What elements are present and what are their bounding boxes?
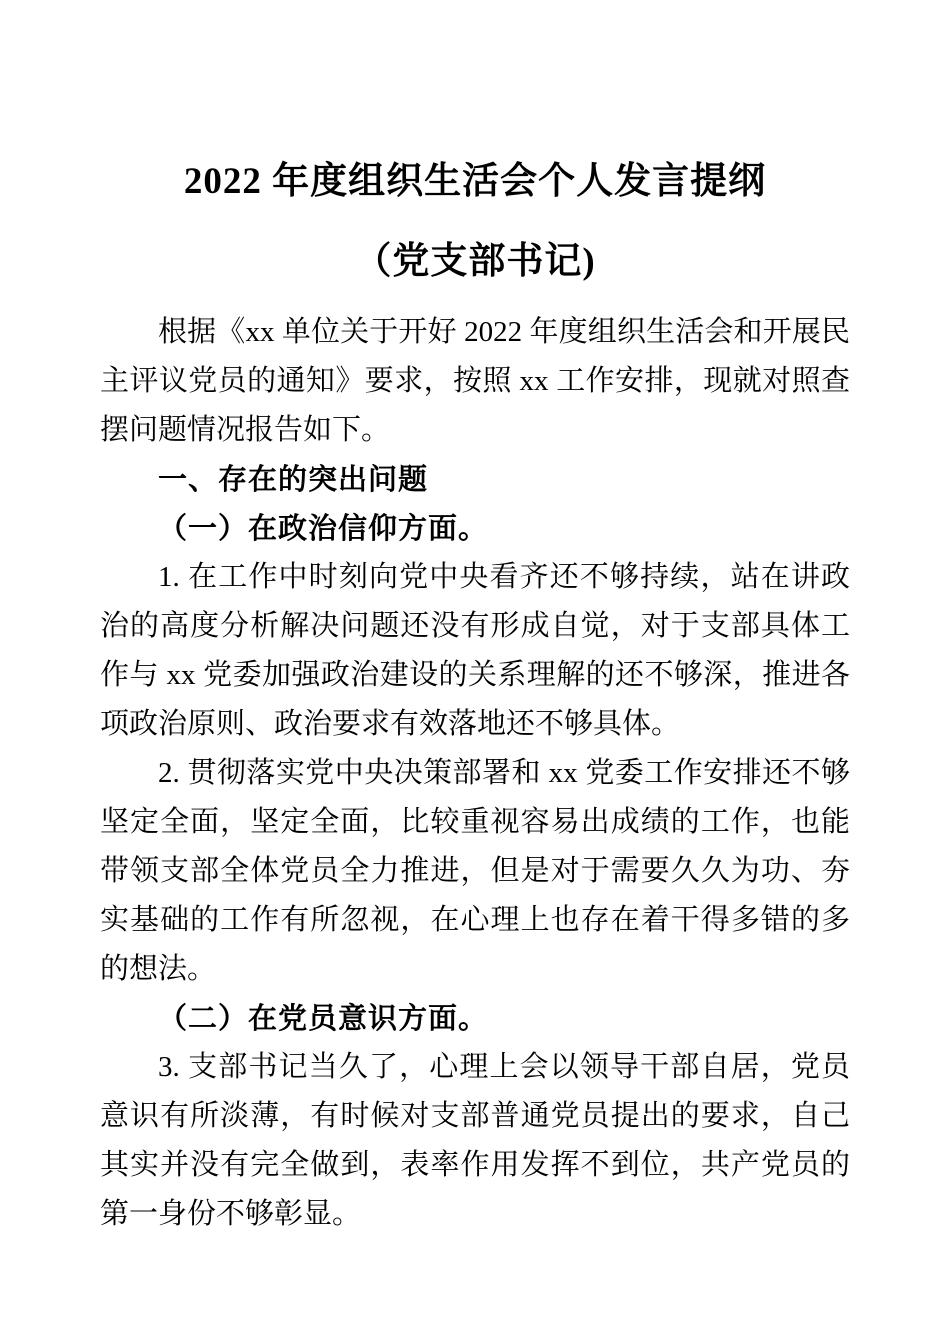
section-heading-problems: 一、存在的突出问题	[158, 462, 429, 496]
subsection-heading-party-member-awareness: （二）在党员意识方面。	[158, 1001, 489, 1035]
document-body	[100, 308, 850, 1239]
paragraph-item-2: 2. 贯彻落实党中央决策部署和 xx 党委工作安排还不够坚定全面，坚定全面，比较重视容易出成绩的工作，也能带领支部全体党员全力推进，但是对于需要久久为功、夯实基础的工作有所忽视，在心理上也存在着干得多错的多的想法。	[100, 757, 850, 985]
subsection-heading-political-belief: （一）在政治信仰方面。	[158, 511, 489, 545]
paragraph-item-1: 1. 在工作中时刻向党中央看齐还不够持续，站在讲政治的高度分析解决问题还没有形成自觉，对于支部具体工作与 xx 党委加强政治建设的关系理解的还不够深，推进各项政治原则、政治要求有效落地还不够具体。	[100, 561, 850, 740]
document-title: 2022 年度组织生活会个人发言提纲	[183, 161, 767, 202]
paragraph-item-3: 3. 支部书记当久了，心理上会以领导干部自居，党员意识有所淡薄，有时候对支部普通党员提出的要求，自己其实并没有完全做到，表率作用发挥不到位，共产党员的第一身份不够彰显。	[100, 1051, 850, 1230]
intro-paragraph: 根据《xx 单位关于开好 2022 年度组织生活会和开展民主评议党员的通知》要求，按照 xx 工作安排，现就对照查摆问题情况报告如下。	[100, 316, 850, 446]
document-subtitle: （党支部书记)	[354, 241, 596, 282]
